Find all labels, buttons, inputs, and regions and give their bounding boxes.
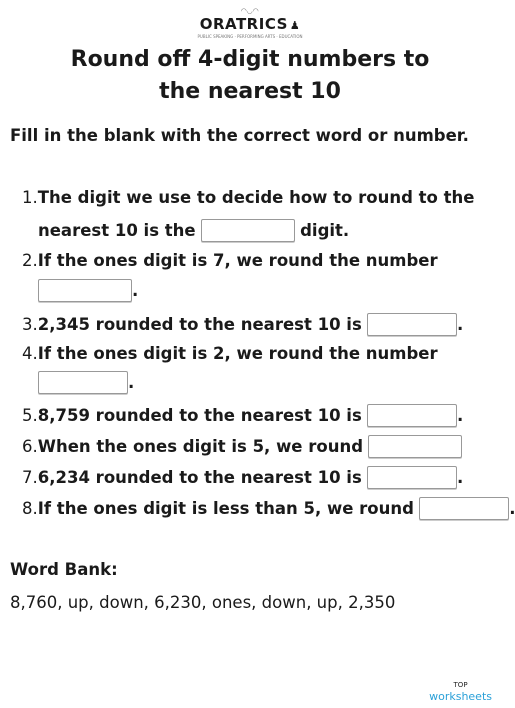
footer-brand-text: worksheets: [429, 690, 492, 703]
question-5: 5.8,759 rounded to the nearest 10 is .: [22, 406, 464, 425]
crown-icon: ◠◡◠: [241, 7, 259, 15]
question-2: 2.If the ones digit is 7, we round the number: [22, 251, 438, 270]
question-8: 8.If the ones digit is less than 5, we round .: [22, 499, 515, 518]
question-4: 4.If the ones digit is 2, we round the number: [22, 344, 438, 363]
word-bank-words: 8,760, up, down, 6,230, ones, down, up, 2,350: [10, 593, 396, 612]
person-at-podium-icon: ♟: [289, 19, 301, 32]
answer-blank-5[interactable]: [367, 404, 457, 427]
question-7: 7.6,234 rounded to the nearest 10 is .: [22, 468, 464, 487]
answer-blank-8[interactable]: [419, 497, 509, 520]
title-line-1: Round off 4-digit numbers to: [70, 47, 430, 72]
question-6: 6.When the ones digit is 5, we round: [22, 435, 462, 458]
question-4-line-2: .: [38, 371, 134, 394]
logo-tagline: PUBLIC SPEAKING · PERFORMING ARTS · EDUCATION: [197, 34, 303, 39]
worksheet-title: [0, 44, 500, 108]
answer-blank-3[interactable]: [367, 313, 457, 336]
logo-text: ORATRICS: [199, 15, 288, 33]
title-line-2: the nearest 10: [159, 79, 341, 104]
question-1: 1.The digit we use to decide how to round to the: [22, 188, 475, 207]
question-1-line-2: nearest 10 is the digit.: [38, 221, 350, 240]
question-3: 3.2,345 rounded to the nearest 10 is .: [22, 315, 464, 334]
answer-blank-6[interactable]: [368, 435, 462, 458]
instruction-text: Fill in the blank with the correct word or number.: [10, 126, 469, 145]
answer-blank-4[interactable]: [38, 371, 128, 394]
footer-top-text: TOP: [453, 681, 468, 689]
answer-blank-7[interactable]: [367, 466, 457, 489]
answer-blank-2[interactable]: [38, 279, 132, 302]
oratrics-logo: [0, 8, 500, 39]
question-2-line-2: .: [38, 279, 138, 302]
word-bank-title: Word Bank:: [10, 560, 118, 579]
topworksheets-logo: [429, 680, 492, 702]
answer-blank-1[interactable]: [201, 219, 295, 242]
